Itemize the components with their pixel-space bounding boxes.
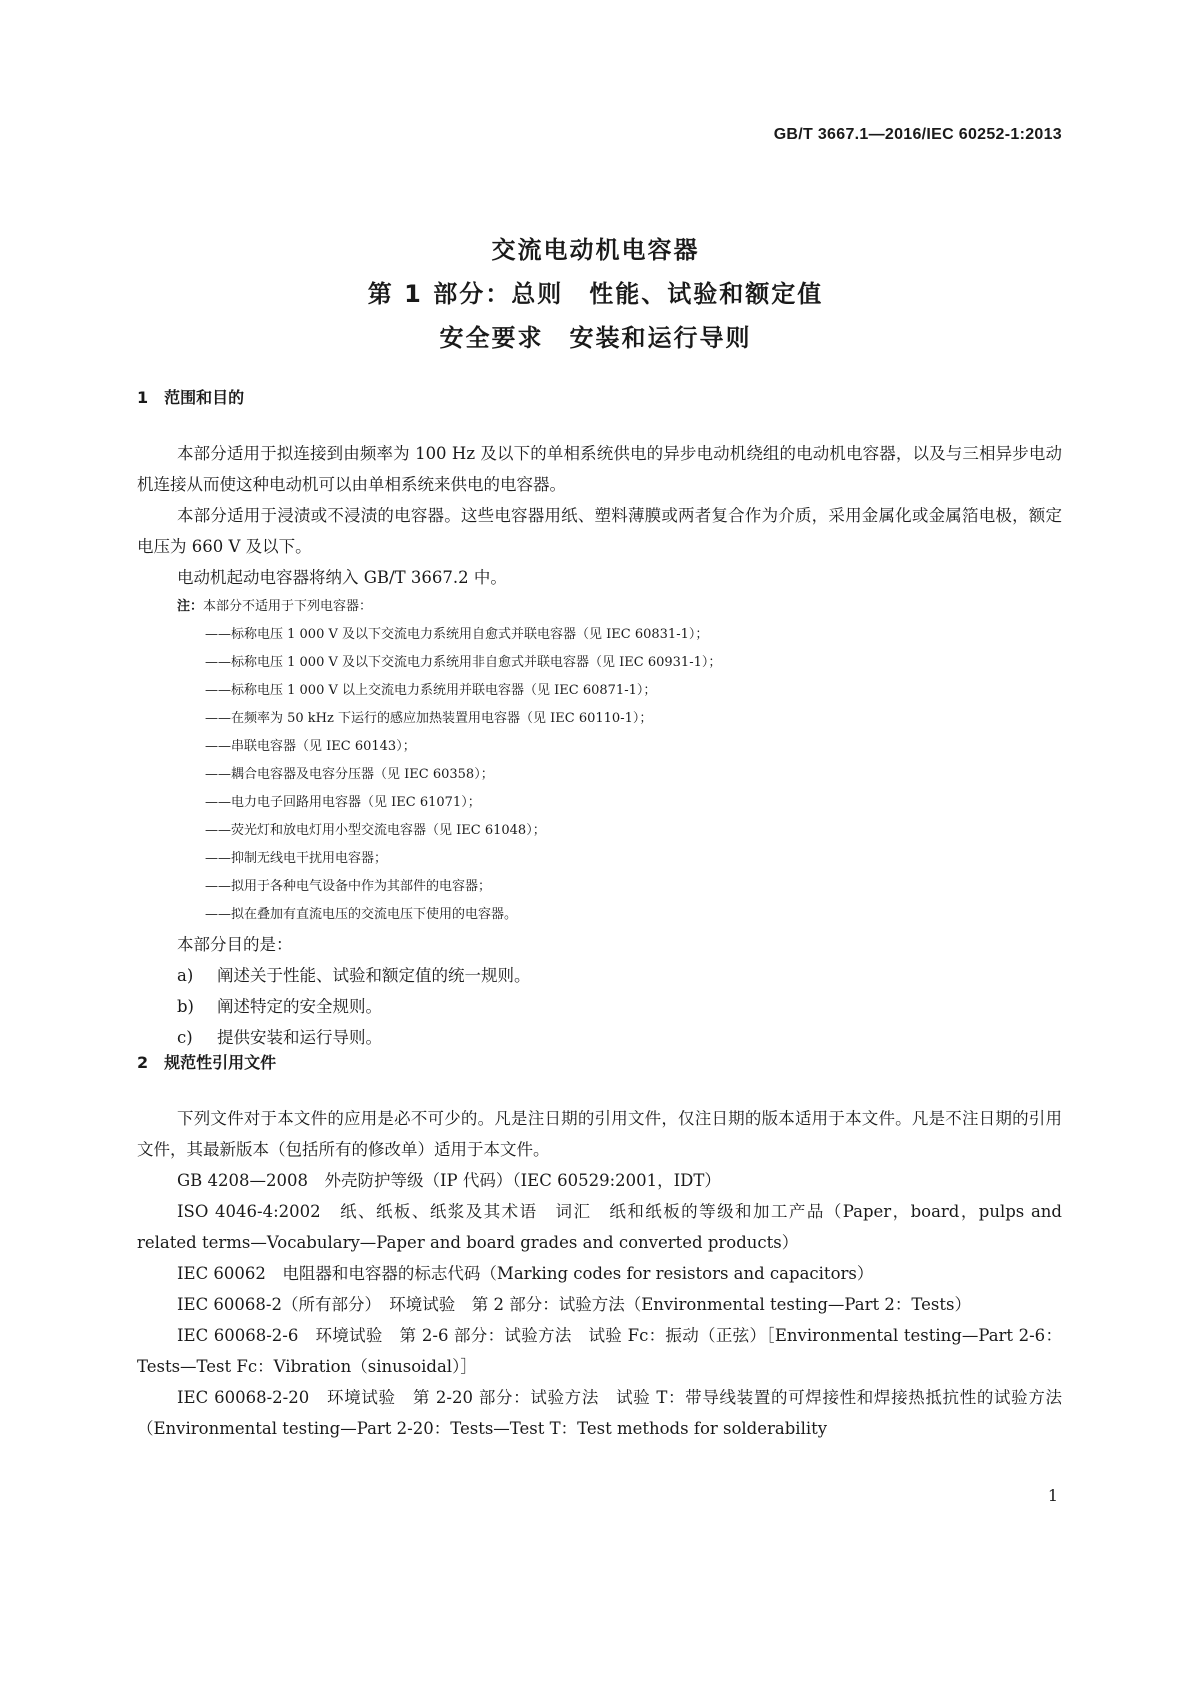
paragraph: 本部分适用于拟连接到由频率为 100 Hz 及以下的单相系统供电的异步电动机绕组的电动机电容器，以及与三相异步电动机连接从而使这种电动机可以由单相系统来供电的电容器。 (137, 444, 1062, 494)
section-2-heading: 2 规范性引用文件 (137, 1053, 277, 1072)
standard-number: GB/T 3667.1—2016/IEC 60252-1:2013 (773, 126, 1062, 143)
note-item: ——耦合电容器及电容分压器（见 IEC 60358）； (205, 767, 494, 782)
note-label: 注： (177, 599, 204, 614)
list-marker: c) (177, 1028, 193, 1047)
note-item: ——电力电子回路用电容器（见 IEC 61071）； (205, 795, 481, 810)
note-item: ——标称电压 1 000 V 及以下交流电力系统用非自愈式并联电容器（见 IEC 60931-1）； (205, 655, 722, 670)
title-line-2: 第 1 部分：总则 性能、试验和额定值 (367, 280, 824, 308)
list-item (137, 1022, 1062, 1053)
note-intro: 本部分不适用于下列电容器： (203, 599, 373, 614)
list-item (137, 960, 1062, 991)
section-1-body (137, 438, 1062, 1053)
list-text: 阐述关于性能、试验和额定值的统一规则。 (217, 966, 531, 985)
section-2-body (137, 1103, 1062, 1444)
list-item (137, 991, 1062, 1022)
note-item: ——荧光灯和放电灯用小型交流电容器（见 IEC 61048）； (205, 823, 546, 838)
section-1-heading: 1 范围和目的 (137, 388, 245, 407)
paragraph: 下列文件对于本文件的应用是必不可少的。凡是注日期的引用文件，仅注日期的版本适用于本文件。凡是不注日期的引用文件，其最新版本（包括所有的修改单）适用于本文件。 (137, 1109, 1062, 1159)
document-title (0, 228, 1191, 360)
note-item: ——抑制无线电干扰用电容器； (205, 851, 388, 866)
note-item: ——在频率为 50 kHz 下运行的感应加热装置用电容器（见 IEC 60110-1）； (205, 711, 653, 726)
list-text: 阐述特定的安全规则。 (217, 997, 382, 1016)
note-item: ——标称电压 1 000 V 及以下交流电力系统用自愈式并联电容器（见 IEC 60831-1）； (205, 627, 709, 642)
reference-entry: IEC 60068-2-20 环境试验 第 2-20 部分：试验方法 试验 T：带导线装置的可焊接性和焊接热抵抗性的试验方法（Environmental testing—Part 2-20：Tests—Test T：Test methods for solderability (137, 1388, 1062, 1438)
reference-entry: IEC 60068-2-6 环境试验 第 2-6 部分：试验方法 试验 Fc：振动（正弦）［Environmental testing—Part 2-6：Tests—Test Fc：Vibration（sinusoidal）］ (137, 1326, 1062, 1376)
reference-entry: IEC 60068-2（所有部分） 环境试验 第 2 部分：试验方法（Environmental testing—Part 2：Tests） (177, 1295, 971, 1314)
reference-entry: IEC 60062 电阻器和电容器的标志代码（Marking codes for resistors and capacitors） (177, 1264, 874, 1283)
note-item: ——串联电容器（见 IEC 60143）； (205, 739, 416, 754)
list-text: 提供安装和运行导则。 (217, 1028, 382, 1047)
note-item: ——标称电压 1 000 V 以上交流电力系统用并联电容器（见 IEC 60871-1）； (205, 683, 657, 698)
note-item: ——拟在叠加有直流电压的交流电压下使用的电容器。 (205, 907, 518, 922)
list-marker: a) (177, 966, 194, 985)
title-line-1: 交流电动机电容器 (491, 236, 700, 264)
page-number: 1 (1047, 1486, 1058, 1505)
title-line-3: 安全要求 安装和运行导则 (439, 324, 752, 352)
purpose-intro: 本部分目的是： (177, 935, 293, 954)
note-item: ——拟用于各种电气设备中作为其部件的电容器； (205, 879, 492, 894)
reference-entry: ISO 4046-4:2002 纸、纸板、纸浆及其术语 词汇 纸和纸板的等级和加工产品（Paper，board，pulps and related terms—Vocabulary—Paper and board grades and converted products） (137, 1202, 1062, 1252)
reference-entry: GB 4208—2008 外壳防护等级（IP 代码）（IEC 60529:2001，IDT） (177, 1171, 721, 1190)
paragraph: 本部分适用于浸渍或不浸渍的电容器。这些电容器用纸、塑料薄膜或两者复合作为介质，采用金属化或金属箔电极，额定电压为 660 V 及以下。 (137, 506, 1062, 556)
note-block (137, 593, 1062, 929)
list-marker: b) (177, 997, 194, 1016)
paragraph: 电动机起动电容器将纳入 GB/T 3667.2 中。 (177, 568, 507, 587)
